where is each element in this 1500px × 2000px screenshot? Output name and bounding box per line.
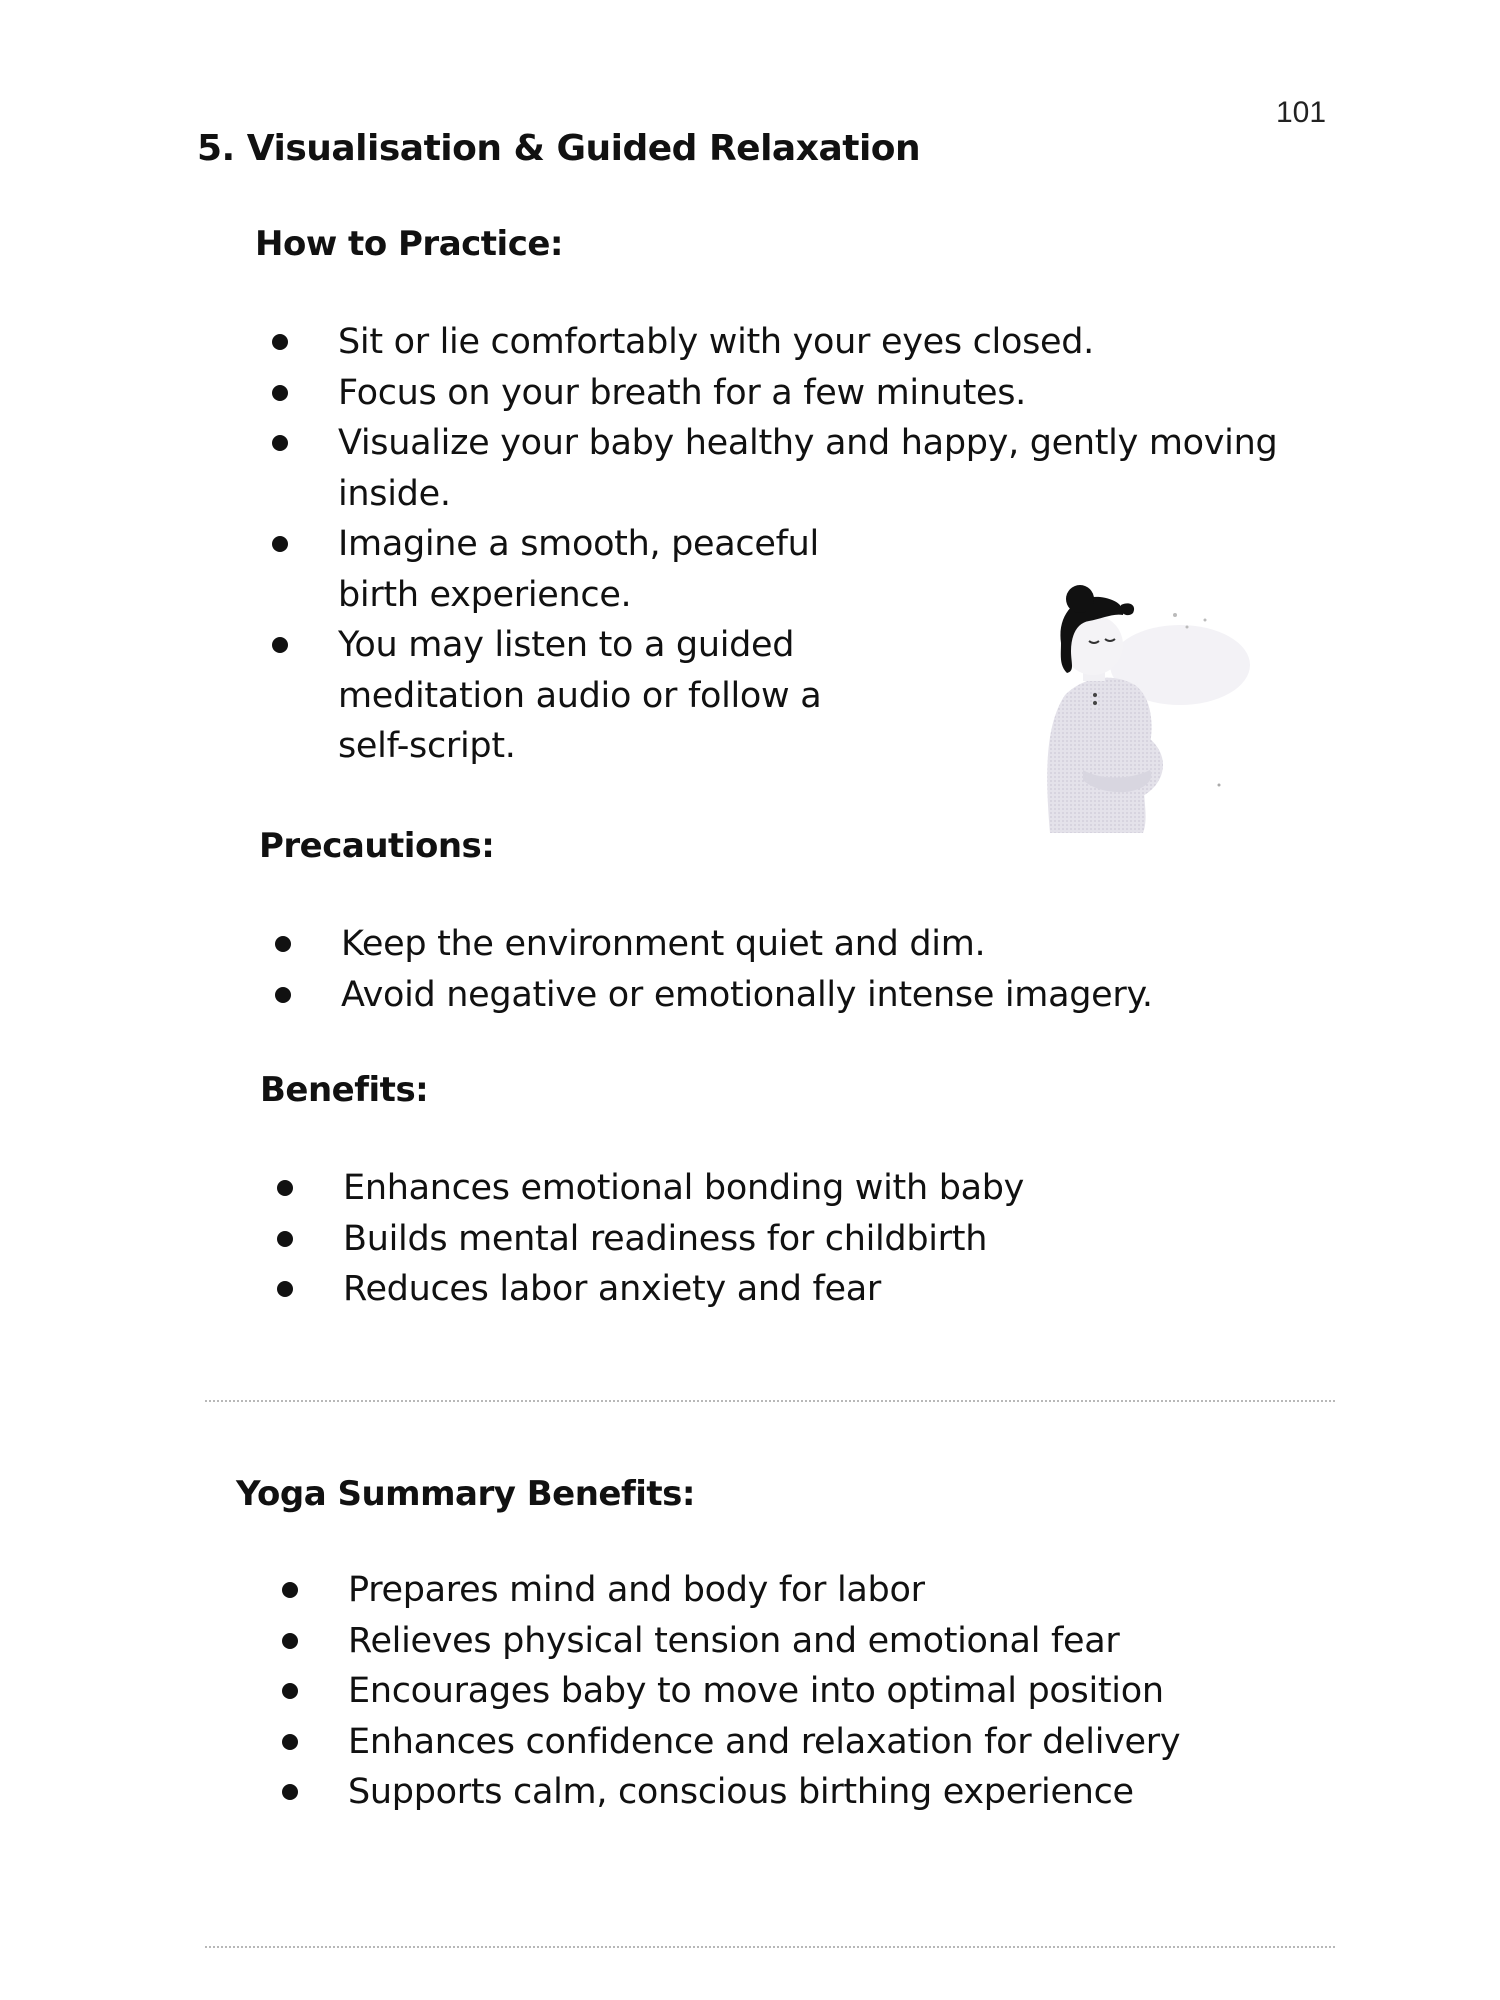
benefits-list <box>277 1163 1307 1315</box>
list-item: Keep the environment quiet and dim. <box>275 919 1305 970</box>
list-item: Enhances emotional bonding with baby <box>277 1163 1307 1214</box>
page-number: 101 <box>1276 96 1327 129</box>
bullet-icon <box>277 1281 293 1297</box>
bullet-icon <box>275 936 291 952</box>
bullet-icon <box>277 1180 293 1196</box>
list-item: Enhances confidence and relaxation for delivery <box>282 1717 1312 1768</box>
list-item: Visualize your baby healthy and happy, gently moving inside. <box>272 418 1302 519</box>
bullet-icon <box>282 1683 298 1699</box>
meditating-pregnant-woman-icon <box>1005 575 1275 835</box>
list-item: Sit or lie comfortably with your eyes closed. <box>272 317 1302 368</box>
list-item: Avoid negative or emotionally intense imagery. <box>275 970 1305 1021</box>
list-item: You may listen to a guided meditation audio or follow a self-script. <box>272 620 868 772</box>
yoga-summary-heading: Yoga Summary Benefits: <box>236 1474 696 1514</box>
bullet-icon <box>282 1633 298 1649</box>
list-item: Focus on your breath for a few minutes. <box>272 368 1302 419</box>
bottom-divider <box>205 1946 1335 1948</box>
list-item: Supports calm, conscious birthing experience <box>282 1767 1312 1818</box>
yoga-summary-list <box>282 1565 1312 1818</box>
section-divider <box>205 1400 1335 1402</box>
bullet-icon <box>272 385 288 401</box>
bullet-icon <box>272 435 288 451</box>
list-item: Encourages baby to move into optimal position <box>282 1666 1312 1717</box>
bullet-icon <box>272 637 288 653</box>
bullet-icon <box>282 1784 298 1800</box>
bullet-icon <box>275 987 291 1003</box>
how-to-practice-heading: How to Practice: <box>255 224 564 264</box>
benefits-heading: Benefits: <box>260 1070 429 1110</box>
bullet-icon <box>272 536 288 552</box>
precautions-list <box>275 919 1305 1020</box>
precautions-heading: Precautions: <box>259 826 495 866</box>
list-item: Imagine a smooth, peaceful birth experience. <box>272 519 868 620</box>
list-item: Reduces labor anxiety and fear <box>277 1264 1307 1315</box>
list-item: Builds mental readiness for childbirth <box>277 1214 1307 1265</box>
section-title: 5. Visualisation & Guided Relaxation <box>197 128 921 169</box>
list-item: Relieves physical tension and emotional fear <box>282 1616 1312 1667</box>
bullet-icon <box>282 1582 298 1598</box>
bullet-icon <box>277 1231 293 1247</box>
bullet-icon <box>282 1734 298 1750</box>
list-item: Prepares mind and body for labor <box>282 1565 1312 1616</box>
bullet-icon <box>272 334 288 350</box>
